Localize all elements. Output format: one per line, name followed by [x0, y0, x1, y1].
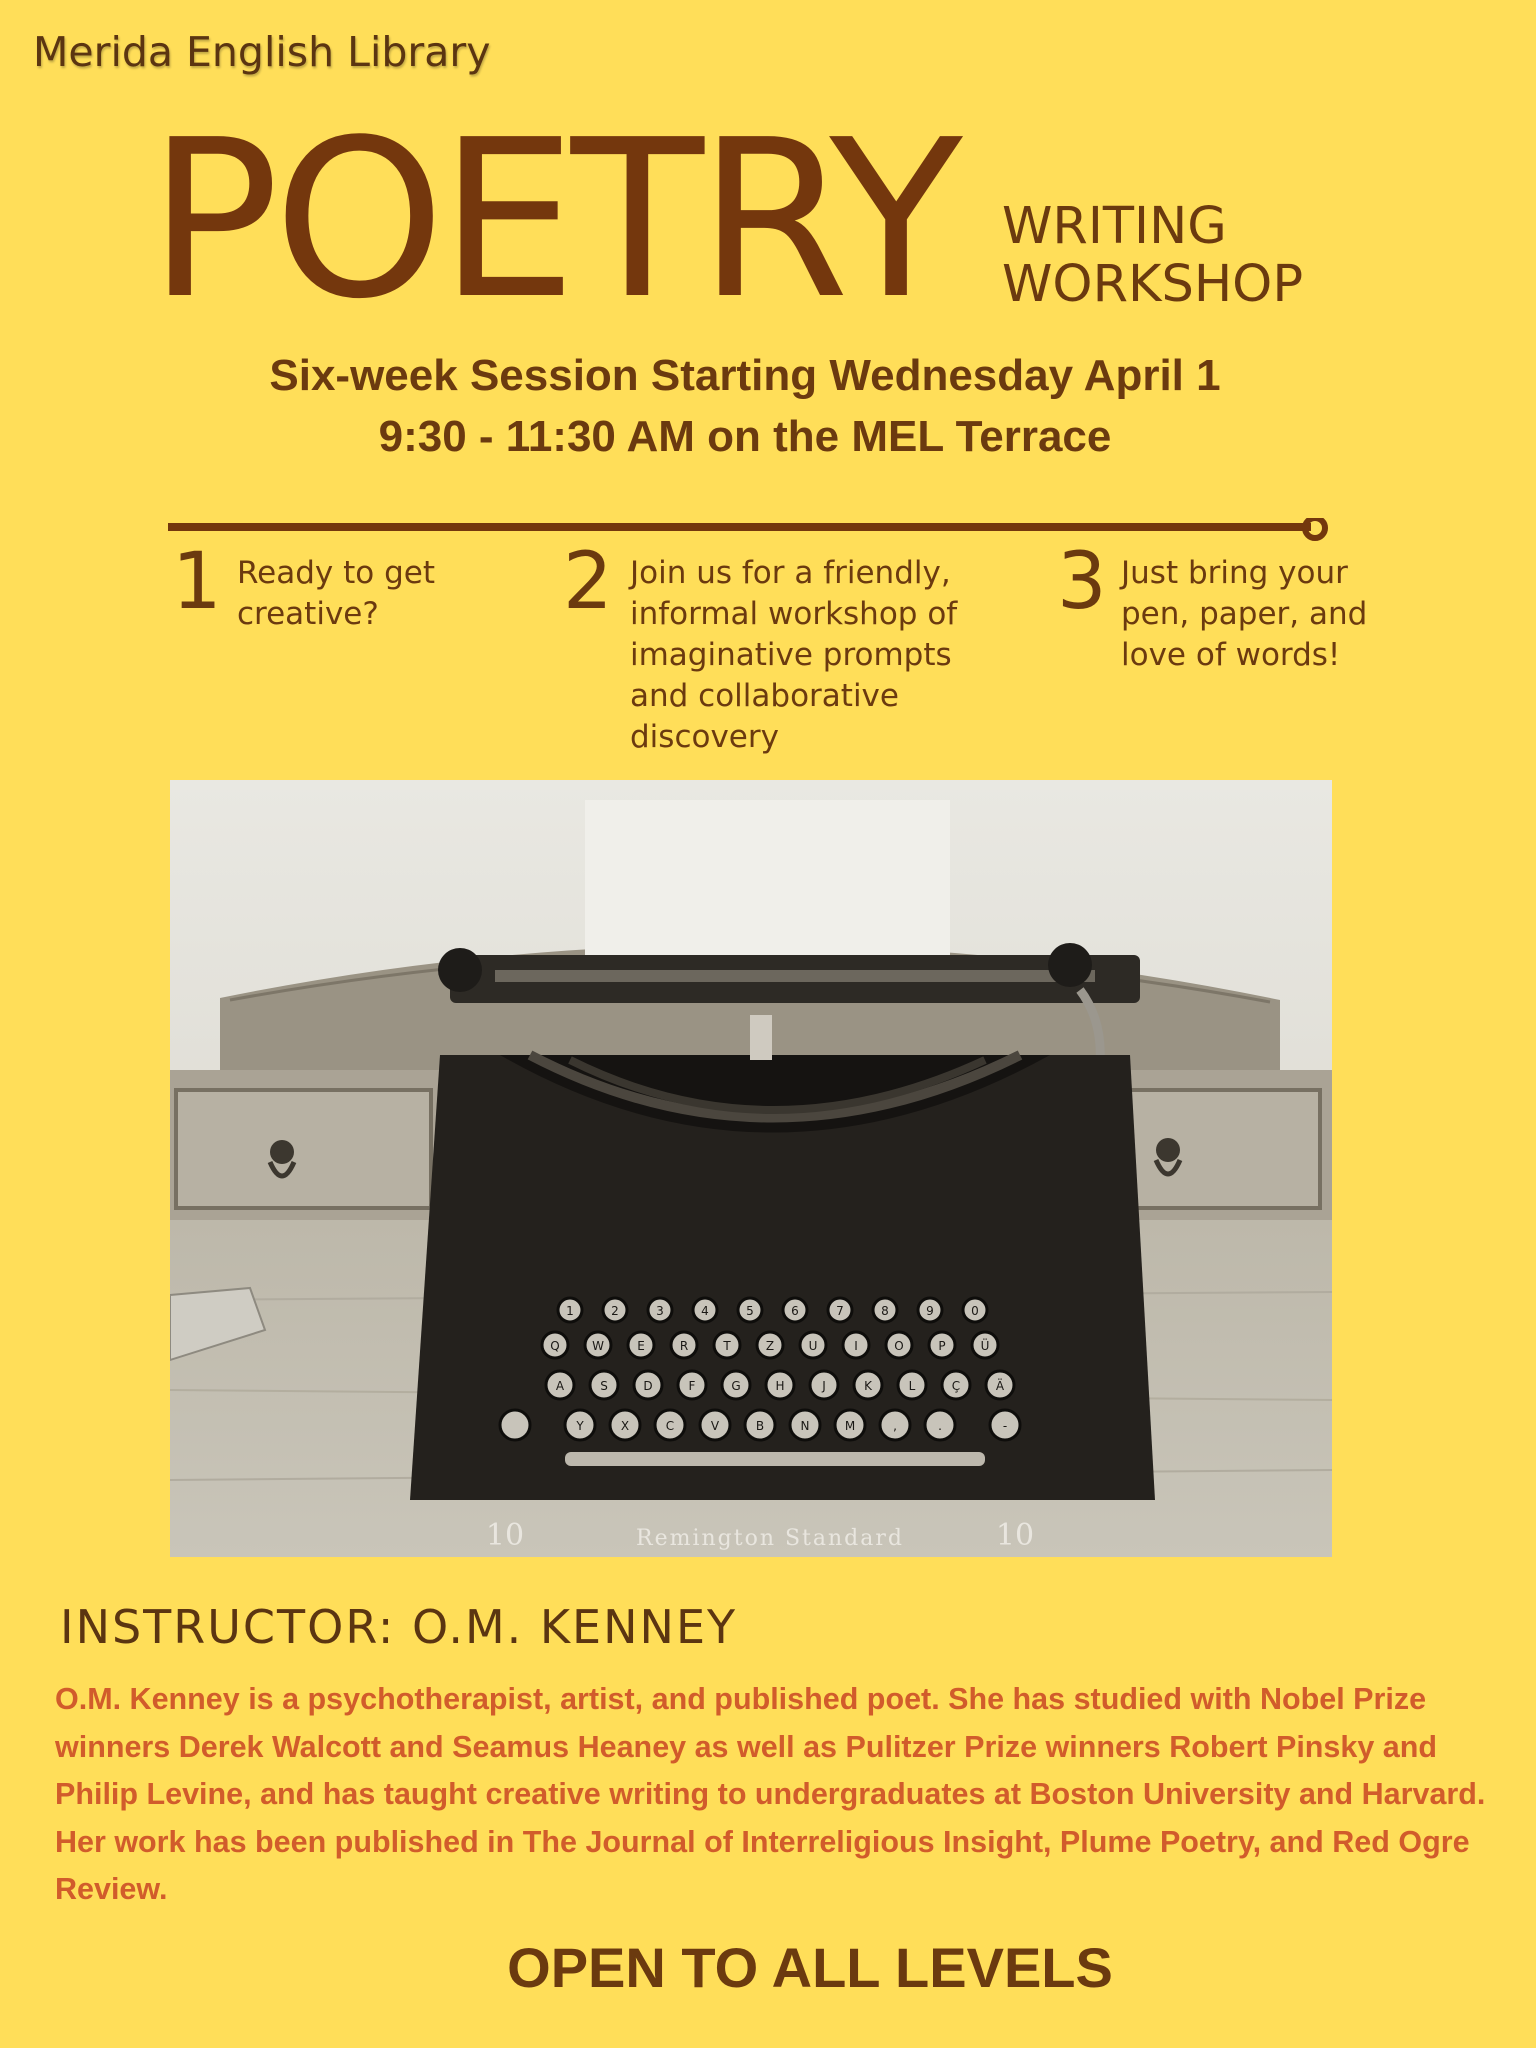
typewriter-key: C — [665, 1419, 675, 1433]
typewriter-key: 0 — [971, 1304, 979, 1318]
typewriter-key: 1 — [566, 1304, 574, 1318]
typewriter-key: B — [755, 1419, 765, 1433]
step-1-text: Ready to get creative? — [237, 555, 435, 632]
typewriter-key: Z — [765, 1339, 775, 1353]
typewriter-key: U — [808, 1339, 818, 1353]
typewriter-key: F — [688, 1379, 696, 1393]
poster-subtitle — [1002, 198, 1303, 314]
typewriter-key: O — [894, 1339, 904, 1353]
typewriter-key: H — [775, 1379, 785, 1393]
step-2-number: 2 — [563, 537, 613, 627]
subtitle-line-1: WRITING — [1002, 197, 1227, 256]
typewriter-key: E — [637, 1339, 645, 1353]
typewriter-model-left: 10 — [485, 1518, 525, 1553]
typewriter-key: D — [643, 1379, 653, 1393]
typewriter-key: , — [893, 1419, 897, 1433]
typewriter-key: 6 — [791, 1304, 799, 1318]
typewriter-key: V — [710, 1419, 720, 1433]
open-to-all-levels: OPEN TO ALL LEVELS — [507, 1936, 1113, 1999]
typewriter-key: - — [1002, 1419, 1008, 1433]
typewriter-key: 2 — [611, 1304, 619, 1318]
typewriter-key: 4 — [701, 1304, 709, 1318]
typewriter-key: 3 — [656, 1304, 664, 1318]
typewriter-key: 5 — [746, 1304, 754, 1318]
organization-name: Merida English Library — [33, 28, 491, 76]
typewriter-key: 9 — [926, 1304, 934, 1318]
session-time-place: 9:30 - 11:30 AM on the MEL Terrace — [378, 412, 1112, 461]
typewriter-key: K — [864, 1379, 872, 1393]
typewriter-key: P — [938, 1339, 946, 1353]
subtitle-line-2: WORKSHOP — [1002, 255, 1304, 314]
typewriter-key: I — [854, 1339, 858, 1353]
typewriter-key: M — [844, 1419, 856, 1433]
typewriter-key: W — [592, 1339, 604, 1353]
typewriter-image — [170, 780, 1332, 1557]
typewriter-key: Y — [576, 1419, 584, 1433]
step-1-number: 1 — [172, 537, 222, 627]
instructor-bio: O.M. Kenney is a psychotherapist, artist, and published poet. She has studied with Nobel Prize winners Derek Walcott and Seamus Heaney as well as Pulitzer Prize winners Robert Pinsky and Philip Levine, and has taught creative writing to undergraduates at Boston University and Harvard. Her work has been published in The Journal of Interreligious Insight, Plume Poetry, and Red Ogre Review. — [55, 1682, 1486, 1906]
typewriter-model-right: 10 — [995, 1518, 1035, 1553]
session-dates: Six-week Session Starting Wednesday April 1 — [269, 351, 1221, 400]
step-3-number: 3 — [1057, 537, 1107, 627]
typewriter-key: R — [679, 1339, 689, 1353]
typewriter-key: Ä — [995, 1379, 1005, 1393]
timeline-divider — [168, 518, 1333, 542]
typewriter-key: T — [723, 1339, 731, 1353]
session-info — [0, 345, 1490, 467]
instructor-heading: INSTRUCTOR: O.M. KENNEY — [60, 1600, 738, 1654]
typewriter-key: N — [800, 1419, 810, 1433]
typewriter-key: X — [620, 1419, 630, 1433]
typewriter-key: Q — [550, 1339, 560, 1353]
typewriter-key: 8 — [881, 1304, 889, 1318]
typewriter-key: Ç — [951, 1379, 961, 1393]
poster-title: POETRY — [148, 94, 957, 347]
typewriter-key: S — [600, 1379, 608, 1393]
typewriter-key: J — [822, 1379, 826, 1393]
typewriter-brand: Remington Standard — [636, 1526, 904, 1551]
step-3-text: Just bring your pen, paper, and love of words! — [1121, 555, 1368, 673]
step-2-text: Join us for a friendly, informal workshop of imaginative prompts and collaborative discovery — [630, 555, 958, 755]
typewriter-key: Ü — [980, 1339, 990, 1353]
typewriter-key: G — [731, 1379, 741, 1393]
typewriter-key: L — [908, 1379, 916, 1393]
typewriter-key: . — [938, 1419, 942, 1433]
typewriter-key: A — [555, 1379, 565, 1393]
typewriter-key: 7 — [836, 1304, 844, 1318]
